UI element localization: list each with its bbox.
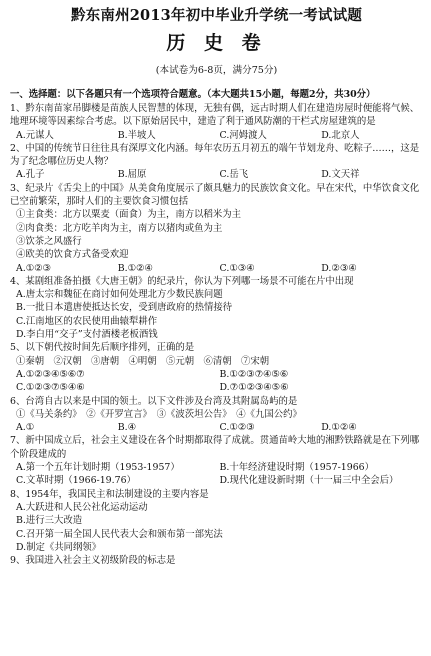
question-stem: 2、中国的传统节日往往具有深厚文化内涵。每年农历五月初五的端午节划龙舟、吃粽子……，这是为了纪念哪位历史人物？ bbox=[10, 142, 420, 168]
statement-items: ①秦朝 ②汉朝 ③唐朝 ④明朝 ⑤元朝 ⑥清朝 ⑦宋朝 bbox=[16, 355, 270, 367]
option-c: C.河姆渡人 bbox=[219, 129, 267, 141]
question-3 bbox=[10, 182, 423, 275]
question-stem: 1、黔东南苗家吊脚楼是苗族人民智慧的体现，无独有偶，远古时期人们在建造房屋时便能将气候、地理环境等因素综合考虑。以下原始居民中，建造了利于通风防潮的干栏式房屋建筑的是 bbox=[10, 103, 420, 128]
option-c: C.①②③⑦⑤④⑥ bbox=[16, 382, 85, 394]
question-stem: 7、新中国成立后，社会主义建设在各个时期都取得了成就。贯通苗岭大地的湘黔铁路就是在下列哪个阶段建成的 bbox=[10, 435, 420, 460]
question-8 bbox=[10, 488, 423, 554]
options-row bbox=[10, 168, 423, 181]
option-b: B.①②④ bbox=[117, 262, 153, 274]
question-stem: 8、1954年，我国民主和法制建设的主要内容是 bbox=[10, 488, 209, 500]
question-stem: 4、某剧组准备拍摄《大唐王朝》的纪录片，你认为下列哪一场景不可能在片中出现 bbox=[10, 275, 354, 287]
options-row bbox=[10, 421, 423, 434]
option-a: A.①②③ bbox=[16, 262, 51, 274]
question-7 bbox=[10, 434, 423, 487]
option-a: A.孔子 bbox=[16, 169, 45, 181]
option-d: D.现代化建设新时期（十一届三中全会后） bbox=[219, 475, 399, 487]
option-d: D.北京人 bbox=[321, 129, 360, 141]
option-b: B.①②③⑦④⑤⑥ bbox=[219, 368, 289, 380]
option-d: D.李白用“交子”支付酒楼老板酒钱 bbox=[16, 329, 158, 341]
question-9 bbox=[10, 554, 423, 567]
option-d: D.⑦①②③④⑤⑥ bbox=[219, 382, 289, 394]
exam-title: 黔东南州2013年初中毕业升学统一考试试题 bbox=[70, 7, 363, 24]
statement-item: ①主食类：北方以粟麦（面食）为主，南方以稻米为主 bbox=[16, 209, 242, 221]
options-row bbox=[10, 368, 423, 381]
option-a: A.第一个五年计划时期（1953-1957） bbox=[16, 462, 180, 474]
question-stem: 3、纪录片《舌尖上的中国》从美食角度展示了颇具魅力的民族饮食文化。早在宋代，中华饮食文化已空前繁荣，那时人们的主要饮食习惯包括 bbox=[10, 182, 420, 208]
options-row bbox=[10, 461, 423, 474]
statement-item: ③饮茶之风盛行 bbox=[16, 235, 82, 247]
options-row bbox=[10, 474, 423, 487]
subject-title: 历 史 卷 bbox=[166, 32, 267, 54]
option-a: A.元谋人 bbox=[16, 129, 54, 141]
option-a: A.大跃进和人民公社化运动运动 bbox=[16, 501, 148, 513]
option-a: A.①②③④⑤⑥⑦ bbox=[16, 368, 85, 380]
options-row bbox=[10, 129, 423, 142]
option-b: B.进行三大改造 bbox=[16, 515, 83, 527]
question-6 bbox=[10, 395, 423, 435]
option-c: C.①③④ bbox=[219, 262, 255, 274]
options-row bbox=[10, 381, 423, 394]
exam-note: (本试卷为6-8页，满分75分) bbox=[155, 65, 278, 76]
option-b: B.屈原 bbox=[117, 169, 147, 181]
option-c: C.文革时期（1966-19.76） bbox=[16, 475, 136, 487]
question-1 bbox=[10, 102, 423, 142]
statement-item: ④欧美的饮食方式备受欢迎 bbox=[16, 249, 129, 261]
question-5 bbox=[10, 341, 423, 394]
option-c: C.①②③ bbox=[219, 422, 255, 434]
question-stem: 6、台湾自古以来是中国的领土。以下文件涉及台湾及其附属岛屿的是 bbox=[10, 395, 298, 407]
option-b: B.半坡人 bbox=[117, 129, 156, 141]
option-d: D.制定《共同纲领》 bbox=[16, 541, 102, 553]
option-a: A.唐太宗和魏征在商讨如何处理北方少数民族问题 bbox=[16, 289, 223, 301]
option-a: A.① bbox=[16, 422, 35, 434]
question-2 bbox=[10, 142, 423, 182]
option-c: C.召开第一届全国人民代表大会和颁布第一部宪法 bbox=[16, 528, 223, 540]
question-4 bbox=[10, 275, 423, 341]
option-b: B.一批日本遣唐使抵达长安，受到唐政府的热情接待 bbox=[16, 302, 233, 314]
statement-item: ②肉食类：北方吃羊肉为主，南方以猪肉或鱼为主 bbox=[16, 222, 223, 234]
option-b: B.④ bbox=[117, 422, 137, 434]
option-c: C.岳飞 bbox=[219, 169, 249, 181]
options-row bbox=[10, 262, 423, 275]
section-heading: 一、选择题：以下各题只有一个选项符合题意。（本大题共15小题，每题2分，共30分） bbox=[10, 89, 376, 100]
option-b: B.十年经济建设时期（1957-1966） bbox=[219, 462, 375, 474]
question-stem: 9、我国进入社会主义初级阶段的标志是 bbox=[10, 555, 176, 567]
option-d: D.文天祥 bbox=[321, 169, 360, 181]
option-d: D.①②④ bbox=[321, 422, 357, 434]
statement-items: ①《马关条约》 ②《开罗宣言》 ③《波茨坦公告》 ④《九国公约》 bbox=[16, 408, 302, 420]
option-d: D.②③④ bbox=[321, 262, 357, 274]
option-c: C.江南地区的农民使用曲辕犁耕作 bbox=[16, 315, 158, 327]
question-stem: 5、以下朝代按时间先后顺序排列，正确的是 bbox=[10, 342, 195, 354]
